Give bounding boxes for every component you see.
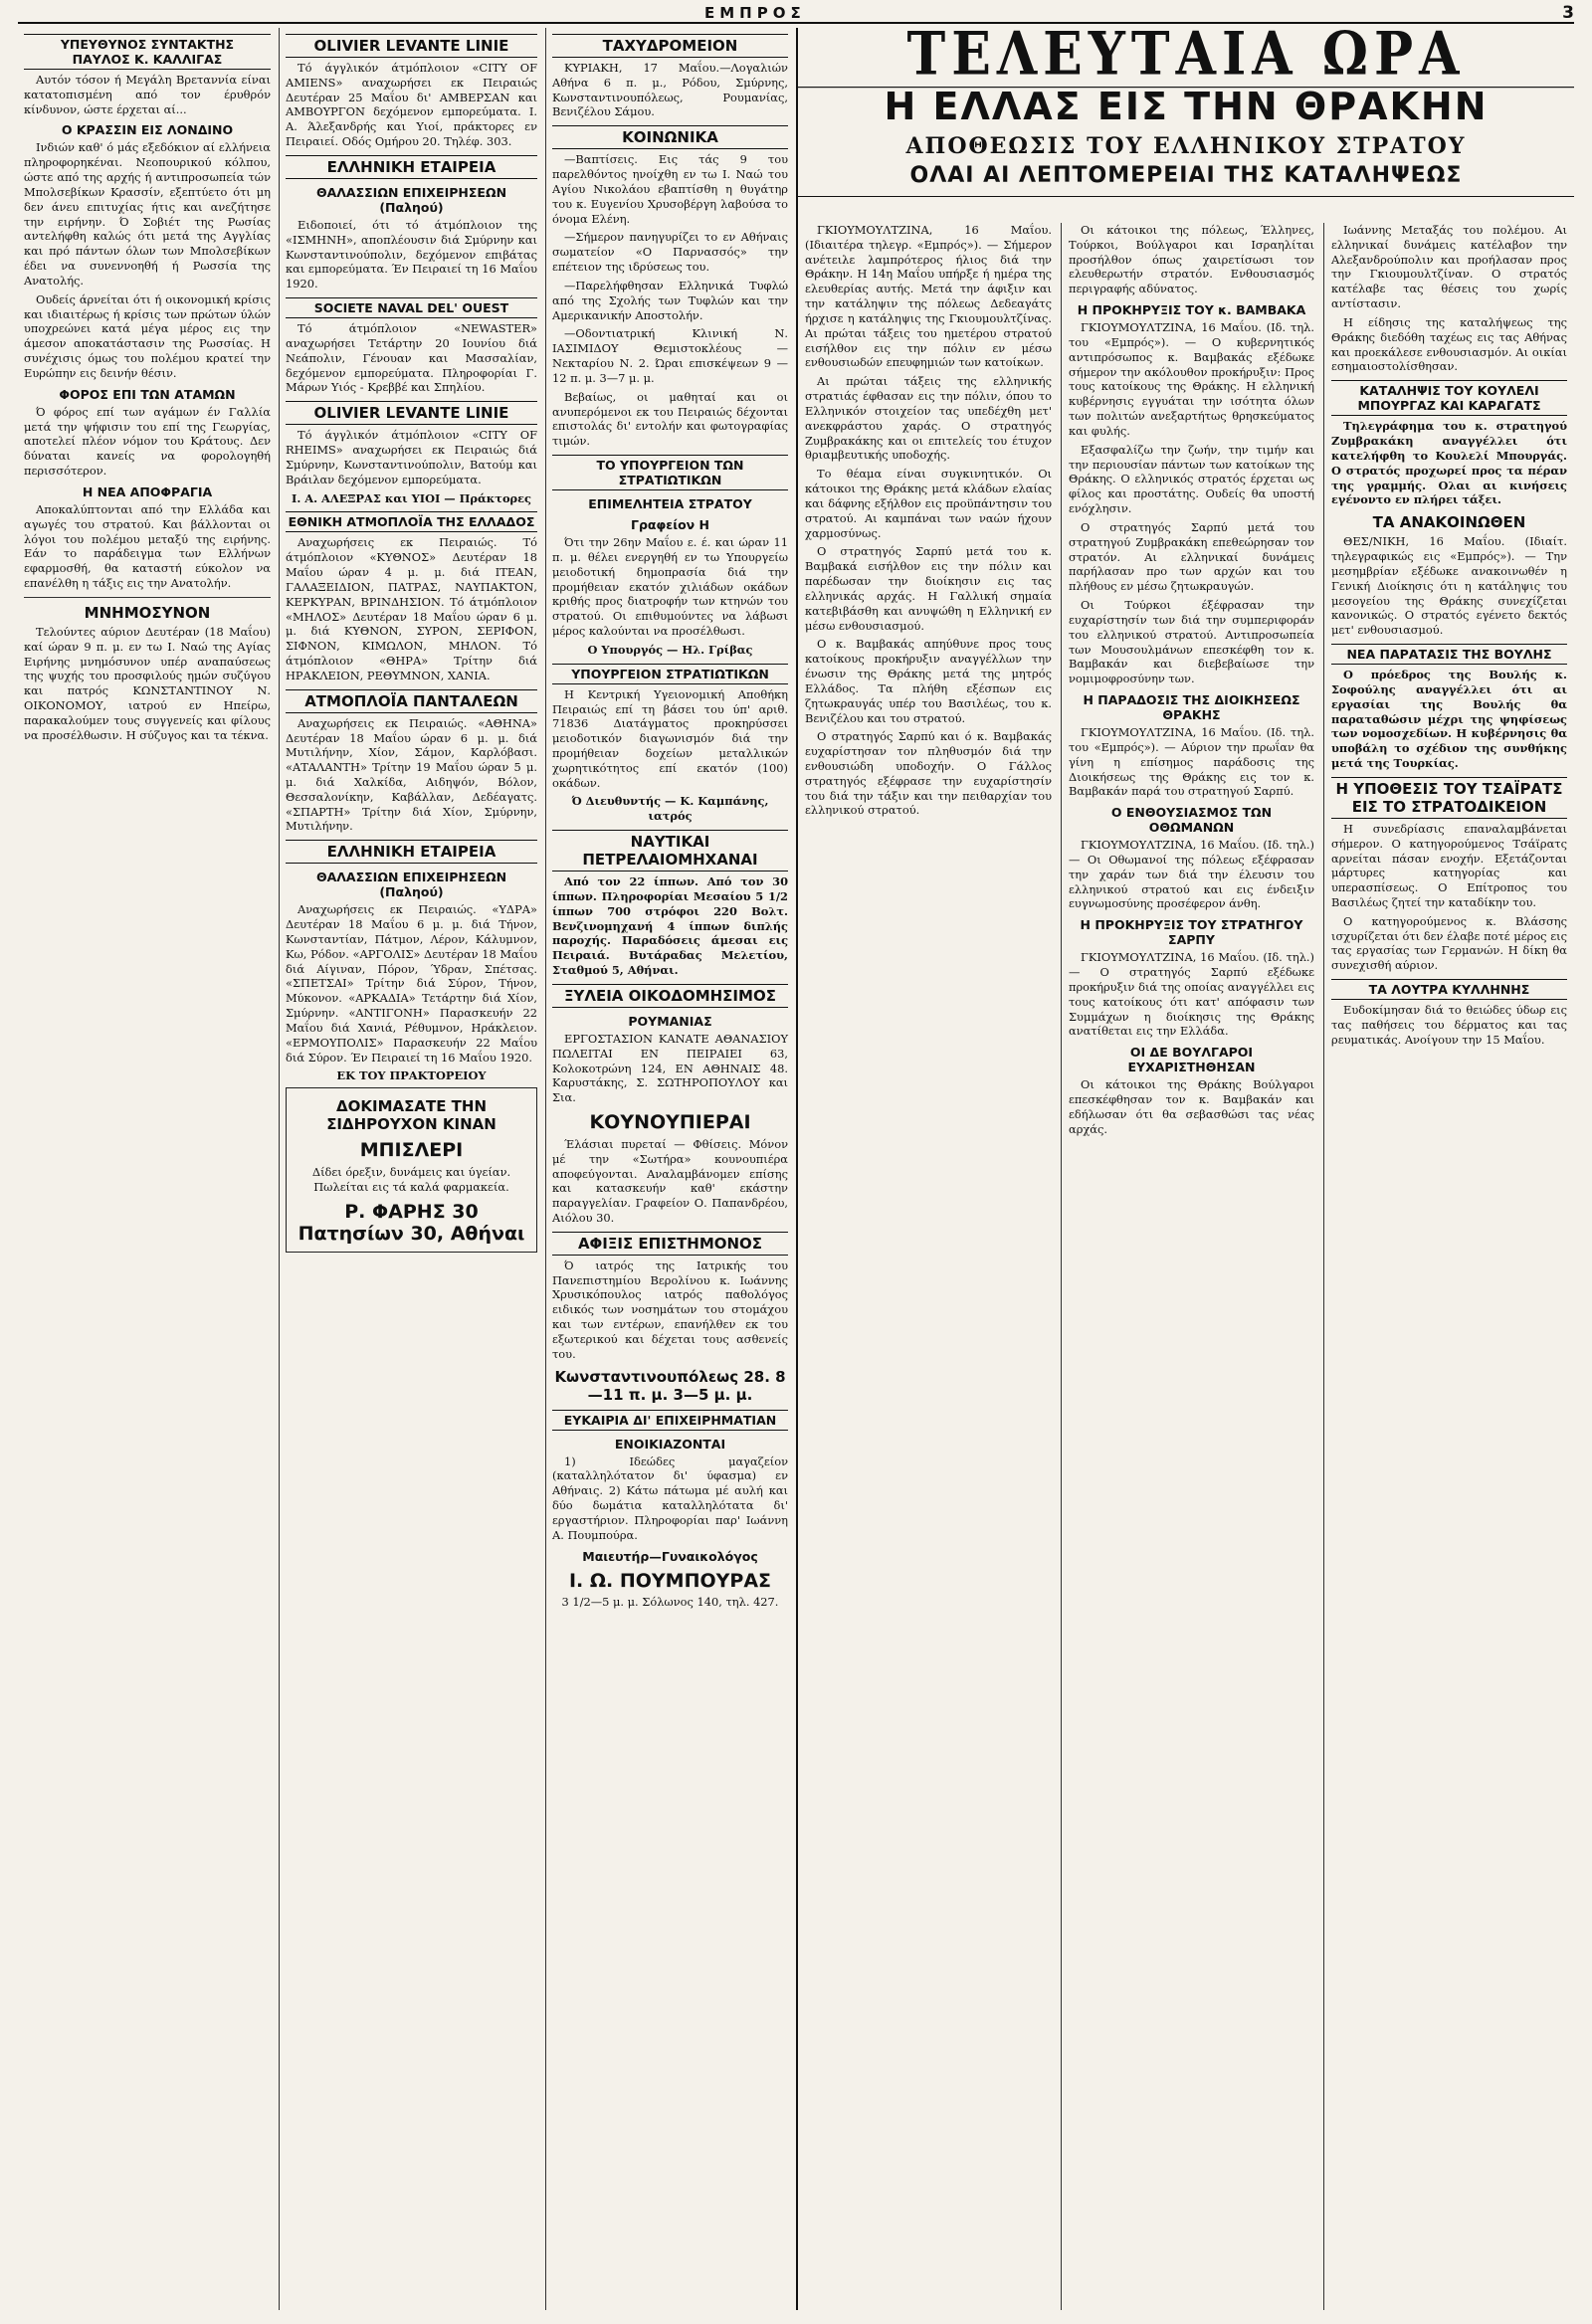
page-number: 3 bbox=[1562, 3, 1574, 23]
notice-text: Η Κεντρική Υγειονομική Αποθήκη Πειραιώς επί τη βάσει του ύπ' αριθ. 71836 Διατάγματος προκηρύσσει μειοδοτικόν διαγωνισμόν διά την προμήθειαν δοχείων μεταλλικών χωρητικότητος επί εκατόν (100) οκάδων. bbox=[552, 686, 788, 790]
article-text: Τηλεγράφημα του κ. στρατηγού Ζυμβρακάκη αναγγέλλει ότι κατελήφθη το Κουλελί Μπουργάς. Ο στρατός προχωρεί προς τα πέραν της γραμμής. Ολαι αι κινήσεις εγένοντο εν πλήρει τάξει. bbox=[1331, 419, 1567, 507]
article-text: ΘΕΣ/ΝΙΚΗ, 16 Μαΐου. (Ιδιαίτ. τηλεγραφικώς εις «Εμπρός»). — Την μεσημβρίαν εξέδωκε ανακοινωθέν η Γενική Διοίκησις ότι η κατάληψις του μεσογείου της Θράκης συνεχίζεται κανονικώς. Ο στρατός εγένετο δεκτός μετ' ενθουσιασμού. bbox=[1331, 534, 1567, 638]
ad-heading: SOCIETE NAVAL DEL' OUEST bbox=[286, 297, 537, 318]
article-heading: Η ΥΠΟΘΕΣΙΣ ΤΟΥ ΤΣΑΪΡΑΤΣ ΕΙΣ ΤΟ ΣΤΡΑΤΟΔΙΚΕΙΟΝ bbox=[1331, 777, 1567, 819]
ad-text: Τό άγγλικόν άτμόπλοιον «CITY OF RHEIMS» αναχωρήσει εκ Πειραιώς διά Σμύρνην, Κωνσταντινούπολιν, Βατούμ και Βράιλαν δεχόμενον εμπορεύματα. bbox=[286, 428, 537, 486]
editor-block bbox=[24, 34, 271, 70]
ad-subheading: ΘΑΛΑΣΣΙΩΝ ΕΠΙΧΕΙΡΗΣΕΩΝ (Παληού) bbox=[315, 870, 507, 900]
ad-address: Ρ. ΦΑΡΗΣ 30 Πατησίων 30, Αθήναι bbox=[298, 1200, 525, 1246]
notice-text: Ότι την 26ην Μαΐου ε. έ. και ώραν 11 π. μ. θέλει ενεργηθή εν τω Υπουργείω μειοδοτική δημοπρασία διά την προμήθειαν εκατόν χιλιάδων οκάδων κριθής προς διατροφήν των κτηνών του στρατού. Οι επιθυμούντες να λάβωσι μέρος καλούνται να προσέλθωσι. bbox=[552, 535, 788, 639]
ad-heading: OLIVIER LEVANTE LINIE bbox=[286, 34, 537, 58]
section-heading: ΚΟΙΝΩΝΙΚΑ bbox=[552, 125, 788, 149]
article-text: —Οδοντιατρική Κλινική Ν. ΙΑΣΙΜΙΔΟΥ Θεμιστοκλέους — Νεκταρίου Ν. 2. Ώραι επισκέψεων 9 — 12 π. μ. 3—7 μ. μ. bbox=[552, 326, 788, 385]
ad-heading: ΝΑΥΤΙΚΑΙ ΠΕΤΡΕΛΑΙΟΜΗΧΑΝΑΙ bbox=[552, 830, 788, 872]
ad-text: Τό άγγλικόν άτμόπλοιον «CITY OF AMIENS» αναχωρήσει εκ Πειραιώς Δευτέραν 25 Μαΐου δι' ΑΜΒΕΡΣΑΝ και ΑΜΒΟΥΡΓΟΝ δεχόμενον εμπορεύματα. Ι. Α. Άλεξανδρής και Υιοί, πράκτορες εν Πειραιεί. Οδός Ομήρου 20. Τηλέφ. 303. bbox=[286, 61, 537, 149]
article-heading: ΟΙ ΔΕ ΒΟΥΛΓΑΡΟΙ ΕΥΧΑΡΙΣΤΗΘΗΣΑΝ bbox=[1127, 1045, 1256, 1075]
ad-heading: ΚΟΥΝΟΥΠΙΕΡΑΙ bbox=[589, 1111, 751, 1134]
article-text: Ό φόρος επί των αγάμων έν Γαλλία μετά την ψήφισιν του επί της Γεωργίας, αποτελεί πλέον νόμον του Κράτους. Δεν δύναται κανείς να φορολογηθή περισσότερον. bbox=[24, 404, 271, 479]
column-3 bbox=[545, 28, 794, 2310]
article-text: Ο στρατηγός Σαρπύ μετά του κ. Βαμβακά εισήλθον εις την πόλιν και παρέδωσαν την διοίκησιν εις τας ελληνικάς αρχάς. Η Γαλλική σημαία κατεβιβάσθη και ανυψώθη η Ελληνική εν μέσω ενθουσιασμού. bbox=[805, 544, 1052, 633]
ad-heading: ΕΘΝΙΚΗ ΑΤΜΟΠΛΟΪΑ ΤΗΣ ΕΛΛΑΔΟΣ bbox=[286, 511, 537, 532]
article-text: Ο στρατηγός Σαρπύ και ό κ. Βαμβακάς ευχαρίστησαν τον πληθυσμόν διά την ενθουσιώδη υποδοχήν. Ο Γάλλος στρατηγός εξέφρασε την ευχαρίστησίν του διά την τάξιν και την πειθαρχίαν του ελληνικού στρατού. bbox=[805, 729, 1052, 818]
ad-text: ΕΡΓΟΣΤΑΣΙΟΝ ΚΑΝΑΤΕ ΑΘΑΝΑΣΙΟΥ ΠΩΛΕΙΤΑΙ ΕΝ ΠΕΙΡΑΙΕΙ 63, Κολοκοτρώνη 124, ΕΝ ΑΘΗΝΑΙΣ 48. Καρυστάκης, Σ. ΣΩΤΗΡΟΠΟΥΛΟΥ και Σια. bbox=[552, 1031, 788, 1105]
ad-text: ΕΚ ΤΟΥ ΠΡΑΚΤΟΡΕΙΟΥ bbox=[336, 1068, 487, 1083]
ad-subheading: ΡΟΥΜΑΝΙΑΣ bbox=[628, 1013, 712, 1029]
banner-subheadline: ΑΠΟΘΕΩΣΙΣ ΤΟΥ ΕΛΛΗΝΙΚΟΥ ΣΤΡΑΤΟΥ bbox=[905, 132, 1467, 159]
ad-text: Αναχωρήσεις εκ Πειραιώς. «ΑΘΗΝΑ» Δευτέραν 18 Μαΐου ώραν 6 μ. μ. διά Μυτιλήνην, Χίον, Σάμον, Καρλόβασι. «ΑΤΑΛΑΝΤΗ» Τρίτην 19 Μαΐου ώραν 5 μ. μ. διά Χαλκίδα, Αιδηψόν, Βόλον, Θεσσαλονίκην, Καβάλλαν, Δεδέαγατς. «ΣΠΑΡΤΗ» Τρίτην διά Χίον, Σμύρνην, Μυτιλήνην. bbox=[286, 715, 537, 834]
article-text: Αυτόν τόσον ή Μεγάλη Βρεταννία είναι κατατοπισμένη από τον έρυθρόν κίνδυνον, ώστε έρχεται αί... bbox=[24, 73, 271, 116]
article-text: Ο κατηγορούμενος κ. Βλάσσης ισχυρίζεται ότι δεν έλαβε ποτέ μέρος εις τας εργασίας των Γερμανών. Η δίκη θα συνεχισθή αύριον. bbox=[1331, 913, 1567, 973]
right-column-2 bbox=[1061, 223, 1321, 2310]
ad-heading: ΕΥΚΑΙΡΙΑ ΔΙ' ΕΠΙΧΕΙΡΗΜΑΤΙΑΝ bbox=[552, 1410, 788, 1431]
article-heading: ΝΕΑ ΠΑΡΑΤΑΣΙΣ ΤΗΣ ΒΟΥΛΗΣ bbox=[1331, 644, 1567, 665]
ad-text: Από τον 22 ίππων. Από τον 30 ίππων. Πληροφορίαι Μεσαίου 5 1/2 ίππων 700 στρόφοι 220 Βολτ. Βενζινομηχανή 4 ίππων διπλής παροχής. Παραδόσεις άμεσαι εις Πειραιά. Βυτάραδας Μελετίου, Σταθμού 5, Αθήναι. bbox=[552, 874, 788, 978]
ad-heading: ΑΦΙΞΙΣ ΕΠΙΣΤΗΜΟΝΟΣ bbox=[552, 1232, 788, 1256]
article-heading: Ο ΕΝΘΟΥΣΙΑΣΜΟΣ ΤΩΝ ΟΘΩΜΑΝΩΝ bbox=[1110, 805, 1273, 836]
notice-text: Τελούντες αύριον Δευτέραν (18 Μαΐου) καί ώραν 9 π. μ. εν τω Ι. Ναώ της Αγίας Ειρήνης μνημόσυνον υπέρ αναπαύσεως της ψυχής του προσφιλούς ημών συζύγου και πατρός ΚΩΝΣΤΑΝΤΙΝΟΥ Ν. ΟΙΚΟΝΟΜΟΥ, ιατρού εν Ηπείρω, παρακαλούμεν τους συγγενείς και φίλους να προσέλθωσιν. Η σύζυγος και τα τέκνα. bbox=[24, 624, 271, 742]
column-1 bbox=[18, 28, 277, 2310]
article-text: Εξασφαλίζω την ζωήν, την τιμήν και την περιουσίαν πάντων των κατοίκων της Θράκης. Ο ελληνικός στρατός έρχεται ως φίλος και προστάτης. Ουδείς θα υποστή ενόχλησιν. bbox=[1069, 442, 1314, 516]
column-2 bbox=[279, 28, 543, 2310]
notice-signature: Ο Υπουργός — Ηλ. Γρίβας bbox=[587, 642, 753, 657]
notice-signature: Ό Διευθυντής — Κ. Καμπάνης, ιατρός bbox=[571, 794, 769, 824]
editor-name: ΠΑΥΛΟΣ Κ. ΚΑΛΛΙΓΑΣ bbox=[72, 52, 223, 67]
ad-subheading: ΕΝΟΙΚΙΑΖΟΝΤΑΙ bbox=[614, 1436, 726, 1452]
article-heading: ΦΟΡΟΣ ΕΠΙ ΤΩΝ ΑΤΑΜΩΝ bbox=[59, 386, 236, 402]
ad-heading: ΕΛΛΗΝΙΚΗ ΕΤΑΙΡΕΙΑ bbox=[286, 840, 537, 864]
editor-role: ΥΠΕΥΘΥΝΟΣ ΣΥΝΤΑΚΤΗΣ bbox=[60, 37, 235, 52]
article-text: Ευδοκίμησαν διά το θειώδες ύδωρ εις τας παθήσεις του δέρματος και τας ρευματικάς. Ανοίγουν την 15 Μαΐου. bbox=[1331, 1003, 1567, 1047]
article-heading: Η ΠΡΟΚΗΡΥΞΙΣ ΤΟΥ κ. ΒΑΜΒΑΚΑ bbox=[1077, 302, 1306, 318]
article-text: Ο πρόεδρος της Βουλής κ. Σοφούλης αναγγέλλει ότι αι εργασίαι της Βουλής θα παραταθώσιν μέχρι της ψηφίσεως των νομοσχεδίων. Η κυβέρνησις θα υποβάλη το σχέδιον της συνθήκης μετά της Τουρκίας. bbox=[1331, 668, 1567, 771]
article-heading: ΤΑ ΛΟΥΤΡΑ ΚΥΛΛΗΝΗΣ bbox=[1331, 979, 1567, 1000]
article-text: Ινδιών καθ' ό μάς εξεδόκιον αί ελλήνεια πληροφορηκέναι. Νεοπουρικού κόλπου, ώστε από της αρχής ή αντιπροσωπεία τών Μπολσεβίκων Κρασσίν, εξεπτύετο ότι μη δεν άνευ επιτυχίας ήτις και ανεζήτησε την ειρήνην. Ό Σοβιέτ της Ρωσίας αντελήφθη καλώς ότι μετά της Αγγλίας και πρό πάντων όλων των Μπολσεβίκων έδει να συνεννοηθή ή Ρωσσία της Ανατολής. bbox=[24, 140, 271, 288]
right-columns bbox=[798, 223, 1574, 2310]
ad-heading: Μαιευτήρ—Γυναικολόγος bbox=[582, 1548, 758, 1564]
article-text: ΓΚΙΟΥΜΟΥΛΤΖΙΝΑ, 16 Μαΐου. (Ιδ. τηλ.) — Ο στρατηγός Σαρπύ εξέδωκε προκήρυξιν διά της οποίας αναγγέλλει εις τους κατοίκους ότι κατ' απόφασιν των Συμμάχων η διοίκησις της Θράκης ανατίθεται εις την Ελλάδα. bbox=[1069, 950, 1314, 1039]
columns bbox=[18, 28, 1574, 2310]
ad-text: Αναχωρήσεις εκ Πειραιώς. Τό άτμόπλοιον «ΚΥΘΝΟΣ» Δευτέραν 18 Μαΐου ώραν 4 μ. μ. διά ΙΤΕΑΝ, ΓΑΛΑΞΕΙΔΙΟΝ, ΠΑΤΡΑΣ, ΝΑΥΠΑΚΤΟΝ, ΚΕΡΚΥΡΑΝ, ΒΡΙΝΔΗΣΙΟΝ. Τό άτμόπλοιον «ΜΗΛΟΣ» Δευτέραν 18 Μαΐου ώραν 6 μ. μ. διά ΚΥΘΝΟΝ, ΣΥΡΟΝ, ΣΕΡΙΦΟΝ, ΣΙΦΝΟΝ, ΚΙΜΩΛΟΝ, ΜΗΛΟΝ. Τό άτμόπλοιον «ΘΗΡΑ» Τρίτην διά ΗΡΑΚΛΕΙΟΝ, ΡΕΘΥΜΝΟΝ, ΧΑΝΙΑ. bbox=[286, 535, 537, 682]
ad-text: Έλάσιαι πυρεταί — Φθίσεις. Μόνον μέ την «Σωτήρα» κουνουπιέρα αποφεύγονται. Αναλαμβάνομεν επίσης και κατασκευήν καθ' εκάστην παραγγελίαν. Γραφείον Ο. Παπανδρέου, Αιόλου 30. bbox=[552, 1136, 788, 1225]
notice-heading: ΜΝΗΜΟΣΥΝΟΝ bbox=[84, 603, 211, 622]
article-heading: ΚΑΤΑΛΗΨΙΣ ΤΟΥ ΚΟΥΛΕΛΙ ΜΠΟΥΡΓΑΖ ΚΑΙ ΚΑΡΑΓΑΤΣ bbox=[1331, 380, 1567, 416]
article-text: —Σήμερον πανηγυρίζει το εν Αθήναις σωματείον «Ο Παρνασσός» την επέτειον της ιδρύσεως του. bbox=[552, 230, 788, 275]
notice-subheading: ΕΠΙΜΕΛΗΤΕΙΑ ΣΤΡΑΤΟΥ bbox=[588, 496, 752, 512]
right-column-1 bbox=[798, 223, 1059, 2310]
article-text: ΓΚΙΟΥΜΟΥΛΤΖΙΝΑ, 16 Μαΐου. (Ιδ. τηλ. του «Εμπρός»). — Αύριον την πρωΐαν θα γίνη η επίσημος παράδοσις της Διοικήσεως της Θράκης εις τον κ. Βαμβακάν παρά του στρατηγού Σαρπύ. bbox=[1069, 725, 1314, 799]
banner-headline: Η ΕΛΛΑΣ ΕΙΣ ΤΗΝ ΘΡΑΚΗΝ bbox=[884, 85, 1489, 129]
banner bbox=[798, 28, 1574, 197]
ad-text: Αναχωρήσεις εκ Πειραιώς. «ΥΔΡΑ» Δευτέραν 18 Μαΐου 6 μ. μ. διά Τήνον, Κωνσταντίαν, Πάτμον, Λέρον, Κάλυμνον, Κω, Ρόδον. «ΑΡΓΟΛΙΣ» Δευτέραν 18 Μαΐου διά Αίγιναν, Πόρον, Ύδραν, Σπέτσας. «ΣΠΕΤΣΑΙ» Τρίτην διά Σύρον, Τήνον, Μύκονον. «ΑΡΚΑΔΙΑ» Τετάρτην διά Χίον, Σμύρνην. «ΑΝΤΙΓΟΝΗ» Παρασκευήν 22 Μαΐου διά Χανιά, Ρέθυμνον, Ηράκλειον. «ΕΡΜΟΥΠΟΛΙΣ» Παρασκευήν 22 Μαΐου διά Σύρον. Έν Πειραιεί τη 16 Μαΐου 1920. bbox=[286, 902, 537, 1065]
ad-text: Δίδει όρεξιν, δυνάμεις και ύγείαν. Πωλείται εις τά καλά φαρμακεία. bbox=[311, 1165, 511, 1194]
ad-text: Ι. Α. ΑΛΕΞΡΑΣ και ΥΙΟΙ — Πράκτορες bbox=[292, 490, 531, 505]
article-text: Ιωάννης Μεταξάς του πολέμου. Αι ελληνικαί δυνάμεις κατέλαβον την Αλεξανδρούπολιν και προήλασαν προς την Γκιουμουλτζίναν. Ο στρατός κατέλαβε τας θέσεις του χωρίς αντίστασιν. bbox=[1331, 223, 1567, 311]
article-heading: Η ΠΡΟΚΗΡΥΞΙΣ ΤΟΥ ΣΤΡΑΤΗΓΟΥ ΣΑΡΠΥ bbox=[1080, 917, 1303, 948]
last-hour-section bbox=[796, 28, 1574, 2310]
article-text: ΓΚΙΟΥΜΟΥΛΤΖΙΝΑ, 16 Μαΐου. (Ιδιαιτέρα τηλεγρ. «Εμπρός»). — Σήμερον ανέτειλε λαμπρότερος ήλιος διά την Θράκην. Η 14η Μαΐου υπήρξε ή ημέρα της ελευθερίας αυτής. Μετά την άφιξιν και την κατάληψιν της πόλεως Δεδεαγάτς ήρχισε η κατάληψις της Γκιουμουλτζίνας. Αι πρώται τάξεις του ημετέρου στρατού εισήλθον εις την πόλιν εν μέσω ενθουσιωδών επευφημιών των κατοίκων. bbox=[805, 223, 1052, 370]
article-text: Η είδησις της καταλήψεως της Θράκης διεδόθη ταχέως εις τας Αθήνας και προεκάλεσε ενθουσιασμόν. Αι οικίαι εσημαιοστολίσθησαν. bbox=[1331, 314, 1567, 374]
article-text: Ο κ. Βαμβακάς απηύθυνε προς τους κατοίκους προκήρυξιν αναγγέλλων την ένωσιν της Θράκης μετά της μητρός Ελλάδος. Τα πλήθη εξέσπων εις ζητωκραυγάς υπέρ του Βασιλέως, του κ. Βενιζέλου και του στρατού. bbox=[805, 637, 1052, 725]
ad-brand: Ι. Ω. ΠΟΥΜΠΟΥΡΑΣ bbox=[568, 1569, 772, 1592]
ad-hours: Κωνσταντινουπόλεως 28. 8—11 π. μ. 3—5 μ. μ. bbox=[554, 1367, 786, 1404]
article-text: Η συνεδρίασις επαναλαμβάνεται σήμερον. Ο κατηγορούμενος Τσάϊρατς αρνείται πάσαν ενοχήν. Εξετάζονται μάρτυρες κατηγορίας και υπερασπίσεως. Ο Επίτροπος του Βασιλέως ζητεί την καταδίκην του. bbox=[1331, 821, 1567, 909]
article-text: ΚΥΡΙΑΚΗ, 17 Μαΐου.—Λογαλιών Αθήνα 6 π. μ., Ρόδου, Σμύρνης, Κωνσταντινουπόλεως, Ρουμανίας, Βενιζέλου Σάμου. bbox=[552, 61, 788, 119]
article-heading: ΤΑ ΑΝΑΚΟΙΝΩΘΕΝ bbox=[1372, 513, 1526, 532]
ad-heading: ΑΤΜΟΠΛΟΪΑ ΠΑΝΤΑΛΕΩΝ bbox=[286, 689, 537, 713]
notice-heading: ΤΟ ΥΠΟΥΡΓΕΙΟΝ ΤΩΝ ΣΤΡΑΤΙΩΤΙΚΩΝ bbox=[552, 455, 788, 490]
right-column-3 bbox=[1323, 223, 1574, 2310]
article-text: Οι Τούρκοι έξέφρασαν την ευχαρίστησίν των διά την συμπεριφοράν του ελληνικού στρατού. Αντιπροσωπεία των Μουσουλμάνων επεσκέφθη τον κ. Βαμβακάν και διεβεβαίωσε την νομιμοφροσύνην των. bbox=[1069, 598, 1314, 686]
article-text: ΓΚΙΟΥΜΟΥΛΤΖΙΝΑ, 16 Μαΐου. (Ιδ. τηλ.) — Οι Οθωμανοί της πόλεως εξέφρασαν την χαράν των διά την έλευσιν του ελληνικού στρατού και εις ένδειξιν ευγνωμοσύνης προσέφερον άνθη. bbox=[1069, 838, 1314, 911]
article-heading: Η ΠΑΡΑΔΟΣΙΣ ΤΗΣ ΔΙΟΙΚΗΣΕΩΣ ΘΡΑΚΗΣ bbox=[1083, 692, 1300, 723]
article-heading: Ο ΚΡΑΣΣΙΝ ΕΙΣ ΛΟΝΔΙΝΟ bbox=[61, 122, 234, 138]
ad-heading: ΕΛΛΗΝΙΚΗ ΕΤΑΙΡΕΙΑ bbox=[286, 155, 537, 179]
ad-brand: ΜΠΙΣΛΕΡΙ bbox=[359, 1139, 464, 1162]
article-text: Αι πρώται τάξεις της ελληνικής στρατιάς έφθασαν εις την πόλιν, όπου το Ελληνικόν στοιχείον τας υπεδέχθη μετ' ανεκφράστου χαράς. Ο στρατηγός Ζυμβρακάκης και οι επιτελείς του έτυχον θριαμβευτικής υποδοχής. bbox=[805, 374, 1052, 463]
article-text: —Βαπτίσεις. Εις τάς 9 του παρελθόντος ηνοίχθη εν τω Ι. Ναώ του Αγίου Νικολάου εβαπτίσθη η θυγάτηρ του κ. Ευγενίου Χρυσοβέργη λαβούσα το όνομα Ελένη. bbox=[552, 152, 788, 226]
article-text: —Παρελήφθησαν Ελληνικά Τυφλώ από της Σχολής των Τυφλών και την Αμερικανικήν Αποστολήν. bbox=[552, 278, 788, 322]
newspaper-name: ΕΜΠΡΟΣ bbox=[704, 4, 806, 22]
ad-text: Ειδοποιεί, ότι τό άτμόπλοιον της «ΙΣΜΗΝΗ», αποπλέουσιν διά Σμύρνην και Κωνσταντινούπολιν, δεχόμενον επιβάτας και εμπορεύματα. Έν Πειραιεί τη 16 Μαΐου 1920. bbox=[286, 217, 537, 291]
banner-title: ΤΕΛΕΥΤΑΙΑ ΩΡΑ bbox=[798, 28, 1574, 88]
article-text: Ο στρατηγός Σαρπύ μετά του στρατηγού Ζυμβρακάκη επεθεώρησαν τον στρατόν. Αι ελληνικαί δυνάμεις παρήλασαν προ των αρχών και του πλήθους εν μέσω ζητωκραυγών. bbox=[1069, 519, 1314, 594]
notice-subheading: Γραφείον Η bbox=[630, 517, 710, 533]
notice-heading: ΥΠΟΥΡΓΕΙΟΝ ΣΤΡΑΤΙΩΤΙΚΩΝ bbox=[552, 664, 788, 684]
article-heading: Η ΝΕΑ ΑΠΟΦΡΑΓΙΑ bbox=[82, 484, 213, 499]
article-text: Ουδείς άρνείται ότι ή οικονομική κρίσις και ιδιαιτέρως ή κρίσις των πρώτων ύλών υποχρεώνει κατά μέγα μέρος εις την άμεσον αποκατάστασιν της Ρωσσίας. Η συνέχισις όμως του πολέμου κρατεί την Ευρώπην εις δεινήν θέσιν. bbox=[24, 291, 271, 380]
divider bbox=[24, 597, 271, 598]
ad-text: Ό ιατρός της Ιατρικής του Πανεπιστημίου Βερολίνου κ. Ιωάννης Χρυσικόπουλος ιατρός παθολόγος ειδικός των νοσημάτων του στομάχου και των εντέρων, επανήλθεν εκ του εξωτερικού και δέχεται τους ασθενείς του. bbox=[552, 1258, 788, 1361]
article-text: Αποκαλύπτονται από την Ελλάδα και αγωγές του στρατού. Και βάλλονται οι λόγοι του πολέμου μεταξύ της ειρήνης. Εάν το παράδειγμα των Ελλήνων εφαρμοσθή, θα καταστή εύκολον να επανέλθη η τάξις εις την Ανατολήν. bbox=[24, 501, 271, 591]
ad-subheading: ΘΑΛΑΣΣΙΩΝ ΕΠΙΧΕΙΡΗΣΕΩΝ (Παληού) bbox=[315, 184, 507, 215]
ad-text: 1) Ιδεώδες μαγαζείον (καταλληλότατον δι' ύφασμα) εν Αθήναις. 2) Κάτω πάτωμα μέ αυλή και δύο δωμάτια καταλληλότατα δι' εργαστήριον. Πληροφορίαι παρ' Ιωάννη Α. Πουμπούρα. bbox=[552, 1453, 788, 1542]
article-text: Το θέαμα είναι συγκινητικόν. Οι κάτοικοι της Θράκης μετά κλάδων ελαίας και δάφνης εξήλθον εις προϋπάντησιν του στρατού. Αι καμπάναι των ναών ήχουν χαρμοσύνως. bbox=[805, 467, 1052, 540]
ad-heading: ΔΟΚΙΜΑΣΑΤΕ ΤΗΝ ΣΙΔΗΡΟΥΧΟΝ ΚΙΝΑΝ bbox=[326, 1097, 497, 1134]
running-header bbox=[18, 3, 1574, 24]
article-text: Οι κάτοικοι της Θράκης Βούλγαροι επεσκέφθησαν τον κ. Βαμβακάν και εδήλωσαν ότι θα σεβασθώσι τας νέας αρχάς. bbox=[1069, 1077, 1314, 1136]
ad-text: 3 1/2—5 μ. μ. Σόλωνος 140, τηλ. 427. bbox=[561, 1595, 779, 1610]
article-text: Οι κάτοικοι της πόλεως, Έλληνες, Τούρκοι, Βούλγαροι και Ισραηλίται προσήλθον όπως χαιρετίσωσι τον ελευθερωτήν στρατόν. Ενθουσιασμός περιγραφής αδύνατος. bbox=[1069, 223, 1314, 296]
article-text: ΓΚΙΟΥΜΟΥΛΤΖΙΝΑ, 16 Μαΐου. (Ιδ. τηλ. του «Εμπρός»). — Ο κυβερνητικός αντιπρόσωπος κ. Βαμβακάς εξέδωκε σήμερον την ακόλουθον προκήρυξιν: Προς τους κατοίκους της Θράκης. Η ελληνική κυβέρνησις εγγυάται την ισότητα όλων των πολιτών ανεξαρτήτως θρησκεύματος και φυλής. bbox=[1069, 320, 1314, 438]
section-heading: ΤΑΧΥΔΡΟΜΕΙΟΝ bbox=[552, 34, 788, 58]
article-text: Βεβαίως, οι μαθηταί και οι ανυπερόμενοι εκ του Πειραιώς δέχονται επιστολάς δι' εντολήν και φωτογραφίας τιμών. bbox=[552, 389, 788, 449]
ad-text: Τό άτμόπλοιον «NEWASTER» αναχωρήσει Τετάρτην 20 Ιουνίου διά Νεάπολιν, Γένουαν και Μασσαλίαν, δεχόμενον εμπορεύματα. Πληροφορίαι Γ. Μάρων Υιός - Κρεββέ και Σπηλίου. bbox=[286, 321, 537, 395]
ad-heading: ΞΥΛΕΙΑ ΟΙΚΟΔΟΜΗΣΙΜΟΣ bbox=[552, 984, 788, 1008]
ad-heading: OLIVIER LEVANTE LINIE bbox=[286, 401, 537, 425]
banner-deck: ΟΛΑΙ ΑΙ ΛΕΠΤΟΜΕΡΕΙΑΙ ΤΗΣ ΚΑΤΑΛΗΨΕΩΣ bbox=[798, 161, 1574, 197]
ad-box bbox=[286, 1087, 537, 1253]
